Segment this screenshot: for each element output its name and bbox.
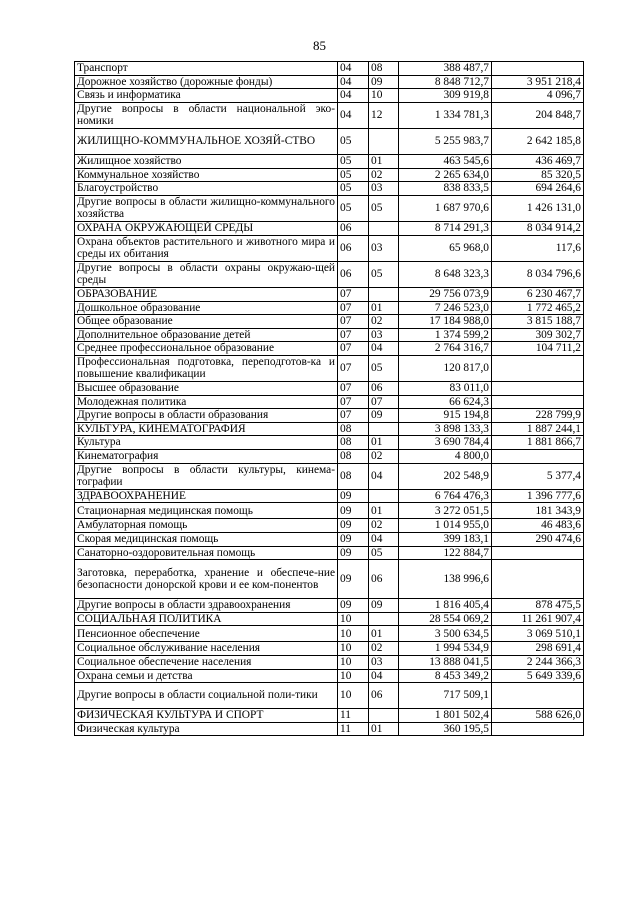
row-amount-2: 3 951 218,4: [492, 75, 584, 89]
budget-table-body: [75, 62, 584, 736]
row-section-code: 08: [338, 463, 369, 489]
row-name: Другие вопросы в области жилищно-коммунального хозяйства: [75, 195, 338, 221]
row-name: Благоустройство: [75, 182, 338, 196]
row-subsection-code: 09: [369, 75, 399, 89]
row-section-code: 09: [338, 533, 369, 547]
row-amount-2: 1 887 244,1: [492, 422, 584, 436]
row-subsection-code: 04: [369, 463, 399, 489]
row-section-code: 09: [338, 599, 369, 613]
row-subsection-code: 06: [369, 382, 399, 396]
row-section-code: 07: [338, 409, 369, 423]
row-section-code: 07: [338, 301, 369, 315]
row-amount-2: 1 426 131,0: [492, 195, 584, 221]
row-subsection-code: 09: [369, 409, 399, 423]
table-row: [75, 422, 584, 436]
table-row: [75, 342, 584, 356]
row-subsection-code: [369, 287, 399, 301]
row-amount-2: 1 881 866,7: [492, 436, 584, 450]
row-amount-2: 694 264,6: [492, 182, 584, 196]
row-amount-1: 3 898 133,3: [399, 422, 492, 436]
row-name: Дорожное хозяйство (дорожные фонды): [75, 75, 338, 89]
table-row: [75, 382, 584, 396]
row-amount-2: 1 396 777,6: [492, 489, 584, 503]
row-name: Коммунальное хозяйство: [75, 168, 338, 182]
row-amount-2: 878 475,5: [492, 599, 584, 613]
table-row: [75, 409, 584, 423]
row-amount-1: 1 994 534,9: [399, 642, 492, 656]
row-section-code: 07: [338, 382, 369, 396]
row-amount-2: 85 320,5: [492, 168, 584, 182]
row-amount-1: 120 817,0: [399, 355, 492, 381]
row-amount-1: 66 624,3: [399, 395, 492, 409]
row-subsection-code: [369, 709, 399, 723]
row-amount-2: [492, 395, 584, 409]
row-amount-2: 290 474,6: [492, 533, 584, 547]
table-row: [75, 669, 584, 683]
row-subsection-code: [369, 422, 399, 436]
row-name: Стационарная медицинская помощь: [75, 503, 338, 519]
table-row: [75, 436, 584, 450]
row-amount-1: 2 265 634,0: [399, 168, 492, 182]
row-section-code: 09: [338, 560, 369, 599]
row-amount-2: [492, 722, 584, 736]
row-section-code: 07: [338, 355, 369, 381]
row-amount-2: [492, 450, 584, 464]
row-name: Общее образование: [75, 315, 338, 329]
row-amount-2: [492, 560, 584, 599]
table-row: [75, 75, 584, 89]
row-subsection-code: [369, 489, 399, 503]
row-subsection-code: [369, 221, 399, 235]
row-amount-2: 2 244 366,3: [492, 655, 584, 669]
row-section-code: 10: [338, 655, 369, 669]
row-name: Санаторно-оздоровительная помощь: [75, 546, 338, 560]
row-amount-1: 5 255 983,7: [399, 128, 492, 154]
row-section-code: 04: [338, 102, 369, 128]
row-amount-2: 204 848,7: [492, 102, 584, 128]
row-subsection-code: 09: [369, 599, 399, 613]
table-row: [75, 168, 584, 182]
row-name: ОХРАНА ОКРУЖАЮЩЕЙ СРЕДЫ: [75, 221, 338, 235]
table-row: [75, 128, 584, 154]
row-amount-2: [492, 355, 584, 381]
table-row: [75, 287, 584, 301]
row-subsection-code: 03: [369, 328, 399, 342]
row-name: Другие вопросы в области охраны окружаю-щей среды: [75, 261, 338, 287]
table-row: [75, 560, 584, 599]
row-name: Жилищное хозяйство: [75, 154, 338, 168]
row-amount-1: 8 848 712,7: [399, 75, 492, 89]
row-amount-1: 1 374 599,2: [399, 328, 492, 342]
table-row: [75, 642, 584, 656]
row-section-code: 08: [338, 436, 369, 450]
table-row: [75, 154, 584, 168]
row-name: Другие вопросы в области здравоохранения: [75, 599, 338, 613]
row-section-code: 10: [338, 683, 369, 709]
table-row: [75, 489, 584, 503]
row-section-code: 09: [338, 489, 369, 503]
row-amount-1: 8 453 349,2: [399, 669, 492, 683]
row-subsection-code: 05: [369, 546, 399, 560]
row-section-code: 11: [338, 709, 369, 723]
row-section-code: 09: [338, 519, 369, 533]
budget-table: [74, 61, 584, 736]
row-section-code: 09: [338, 546, 369, 560]
table-row: [75, 395, 584, 409]
row-name: Культура: [75, 436, 338, 450]
row-subsection-code: 05: [369, 195, 399, 221]
row-amount-2: 2 642 185,8: [492, 128, 584, 154]
table-row: [75, 722, 584, 736]
row-section-code: 08: [338, 422, 369, 436]
table-row: [75, 195, 584, 221]
row-amount-1: 717 509,1: [399, 683, 492, 709]
row-amount-1: 3 500 634,5: [399, 626, 492, 642]
row-amount-1: 8 648 323,3: [399, 261, 492, 287]
row-name: Заготовка, переработка, хранение и обеспече-ние безопасности донорской крови и ее ком-понентов: [75, 560, 338, 599]
row-amount-1: 65 968,0: [399, 235, 492, 261]
table-row: [75, 62, 584, 76]
row-section-code: 05: [338, 182, 369, 196]
table-row: [75, 328, 584, 342]
row-name: Охрана объектов растительного и животного мира и среды их обитания: [75, 235, 338, 261]
row-amount-2: 8 034 914,2: [492, 221, 584, 235]
row-name: Другие вопросы в области социальной поли-тики: [75, 683, 338, 709]
row-name: Пенсионное обеспечение: [75, 626, 338, 642]
row-section-code: 11: [338, 722, 369, 736]
row-amount-1: 3 690 784,4: [399, 436, 492, 450]
row-name: Охрана семьи и детства: [75, 669, 338, 683]
row-amount-1: 83 011,0: [399, 382, 492, 396]
row-section-code: 07: [338, 395, 369, 409]
row-subsection-code: 02: [369, 642, 399, 656]
row-amount-1: 122 884,7: [399, 546, 492, 560]
row-name: Дополнительное образование детей: [75, 328, 338, 342]
row-name: СОЦИАЛЬНАЯ ПОЛИТИКА: [75, 612, 338, 626]
row-section-code: 10: [338, 642, 369, 656]
table-row: [75, 355, 584, 381]
row-section-code: 05: [338, 128, 369, 154]
row-amount-1: 915 194,8: [399, 409, 492, 423]
row-amount-1: 8 714 291,3: [399, 221, 492, 235]
row-amount-2: 181 343,9: [492, 503, 584, 519]
table-row: [75, 235, 584, 261]
row-section-code: 04: [338, 89, 369, 103]
row-name: Связь и информатика: [75, 89, 338, 103]
row-section-code: 05: [338, 195, 369, 221]
table-row: [75, 683, 584, 709]
row-amount-2: 46 483,6: [492, 519, 584, 533]
row-amount-2: [492, 683, 584, 709]
row-section-code: 08: [338, 450, 369, 464]
row-amount-1: 17 184 988,0: [399, 315, 492, 329]
row-amount-1: 838 833,5: [399, 182, 492, 196]
table-row: [75, 89, 584, 103]
row-subsection-code: 12: [369, 102, 399, 128]
row-subsection-code: [369, 128, 399, 154]
row-amount-2: 228 799,9: [492, 409, 584, 423]
row-name: Другие вопросы в области образования: [75, 409, 338, 423]
row-amount-1: 4 800,0: [399, 450, 492, 464]
table-row: [75, 182, 584, 196]
table-row: [75, 519, 584, 533]
row-amount-2: 436 469,7: [492, 154, 584, 168]
table-row: [75, 533, 584, 547]
table-row: [75, 463, 584, 489]
row-section-code: 07: [338, 315, 369, 329]
row-amount-1: 138 996,6: [399, 560, 492, 599]
row-subsection-code: 02: [369, 450, 399, 464]
table-row: [75, 315, 584, 329]
table-row: [75, 626, 584, 642]
table-row: [75, 450, 584, 464]
row-subsection-code: 01: [369, 301, 399, 315]
row-section-code: 10: [338, 612, 369, 626]
row-subsection-code: 01: [369, 436, 399, 450]
row-amount-2: [492, 546, 584, 560]
row-name: ЖИЛИЩНО-КОММУНАЛЬНОЕ ХОЗЯЙ-СТВО: [75, 128, 338, 154]
table-row: [75, 612, 584, 626]
row-amount-1: 2 764 316,7: [399, 342, 492, 356]
row-amount-2: 5 377,4: [492, 463, 584, 489]
table-row: [75, 503, 584, 519]
row-amount-2: 11 261 907,4: [492, 612, 584, 626]
row-section-code: 07: [338, 342, 369, 356]
row-amount-2: 5 649 339,6: [492, 669, 584, 683]
row-amount-1: 1 014 955,0: [399, 519, 492, 533]
row-amount-1: 309 919,8: [399, 89, 492, 103]
row-amount-2: 298 691,4: [492, 642, 584, 656]
row-subsection-code: 03: [369, 655, 399, 669]
row-section-code: 05: [338, 154, 369, 168]
row-subsection-code: 10: [369, 89, 399, 103]
row-section-code: 07: [338, 287, 369, 301]
table-row: [75, 709, 584, 723]
row-name: Высшее образование: [75, 382, 338, 396]
row-amount-1: 1 816 405,4: [399, 599, 492, 613]
row-section-code: 04: [338, 75, 369, 89]
row-section-code: 10: [338, 669, 369, 683]
row-amount-1: 6 764 476,3: [399, 489, 492, 503]
row-name: Скорая медицинская помощь: [75, 533, 338, 547]
page-number: 85: [313, 38, 326, 53]
table-row: [75, 599, 584, 613]
row-amount-1: 1 801 502,4: [399, 709, 492, 723]
row-name: Кинематография: [75, 450, 338, 464]
row-amount-1: 29 756 073,9: [399, 287, 492, 301]
row-name: Среднее профессиональное образование: [75, 342, 338, 356]
row-section-code: 06: [338, 261, 369, 287]
row-subsection-code: 04: [369, 669, 399, 683]
row-subsection-code: 07: [369, 395, 399, 409]
row-subsection-code: 03: [369, 182, 399, 196]
row-name: Транспорт: [75, 62, 338, 76]
row-amount-2: 8 034 796,6: [492, 261, 584, 287]
table-row: [75, 261, 584, 287]
row-amount-1: 202 548,9: [399, 463, 492, 489]
row-section-code: 04: [338, 62, 369, 76]
row-name: ФИЗИЧЕСКАЯ КУЛЬТУРА И СПОРТ: [75, 709, 338, 723]
row-subsection-code: 04: [369, 342, 399, 356]
row-amount-1: 3 272 051,5: [399, 503, 492, 519]
row-name: Профессиональная подготовка, переподготов-ка и повышение квалификации: [75, 355, 338, 381]
table-row: [75, 221, 584, 235]
row-name: Физическая культура: [75, 722, 338, 736]
row-amount-1: 388 487,7: [399, 62, 492, 76]
row-section-code: 06: [338, 221, 369, 235]
row-amount-1: 13 888 041,5: [399, 655, 492, 669]
row-name: КУЛЬТУРА, КИНЕМАТОГРАФИЯ: [75, 422, 338, 436]
table-row: [75, 546, 584, 560]
row-subsection-code: 01: [369, 626, 399, 642]
row-amount-2: 6 230 467,7: [492, 287, 584, 301]
row-amount-2: 3 069 510,1: [492, 626, 584, 642]
row-amount-2: 117,6: [492, 235, 584, 261]
row-amount-1: 463 545,6: [399, 154, 492, 168]
row-name: Другие вопросы в области национальной эко-номики: [75, 102, 338, 128]
row-section-code: 10: [338, 626, 369, 642]
row-subsection-code: 03: [369, 235, 399, 261]
row-subsection-code: 06: [369, 683, 399, 709]
row-section-code: 05: [338, 168, 369, 182]
row-name: Социальное обеспечение населения: [75, 655, 338, 669]
row-section-code: 06: [338, 235, 369, 261]
row-section-code: 09: [338, 503, 369, 519]
row-name: Дошкольное образование: [75, 301, 338, 315]
row-name: ЗДРАВООХРАНЕНИЕ: [75, 489, 338, 503]
row-amount-2: 1 772 465,2: [492, 301, 584, 315]
row-subsection-code: 01: [369, 154, 399, 168]
row-subsection-code: 05: [369, 261, 399, 287]
row-subsection-code: 05: [369, 355, 399, 381]
row-amount-1: 7 246 523,0: [399, 301, 492, 315]
row-amount-2: [492, 382, 584, 396]
row-name: Молодежная политика: [75, 395, 338, 409]
row-amount-2: [492, 62, 584, 76]
row-amount-2: 4 096,7: [492, 89, 584, 103]
row-amount-1: 28 554 069,2: [399, 612, 492, 626]
table-row: [75, 102, 584, 128]
row-subsection-code: 02: [369, 519, 399, 533]
row-name: Амбулаторная помощь: [75, 519, 338, 533]
table-row: [75, 301, 584, 315]
row-name: ОБРАЗОВАНИЕ: [75, 287, 338, 301]
row-subsection-code: 01: [369, 503, 399, 519]
table-row: [75, 655, 584, 669]
row-name: Другие вопросы в области культуры, кинема-тографии: [75, 463, 338, 489]
row-subsection-code: [369, 612, 399, 626]
row-amount-1: 360 195,5: [399, 722, 492, 736]
row-amount-1: 1 334 781,3: [399, 102, 492, 128]
row-name: Социальное обслуживание населения: [75, 642, 338, 656]
row-subsection-code: 04: [369, 533, 399, 547]
row-subsection-code: 02: [369, 315, 399, 329]
row-amount-2: 309 302,7: [492, 328, 584, 342]
row-amount-1: 399 183,1: [399, 533, 492, 547]
row-subsection-code: 02: [369, 168, 399, 182]
row-amount-2: 588 626,0: [492, 709, 584, 723]
row-subsection-code: 08: [369, 62, 399, 76]
row-section-code: 07: [338, 328, 369, 342]
row-amount-2: 3 815 188,7: [492, 315, 584, 329]
row-subsection-code: 01: [369, 722, 399, 736]
row-subsection-code: 06: [369, 560, 399, 599]
row-amount-1: 1 687 970,6: [399, 195, 492, 221]
row-amount-2: 104 711,2: [492, 342, 584, 356]
